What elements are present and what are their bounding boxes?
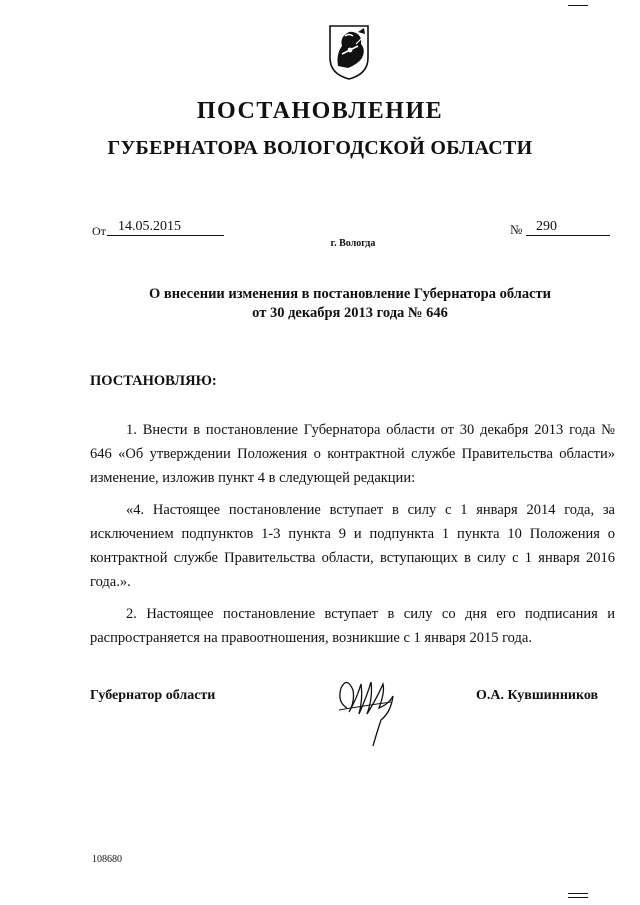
city-label: г. Вологда [330, 238, 376, 249]
document-code: 108680 [92, 854, 122, 865]
vologda-coat-of-arms-icon [328, 24, 370, 80]
document-subtitle: ГУБЕРНАТОРА ВОЛОГОДСКОЙ ОБЛАСТИ [107, 137, 533, 159]
document-date: 14.05.2015 [107, 218, 224, 236]
scan-mark-top [568, 5, 588, 6]
paragraph-2: 2. Настоящее постановление вступает в силу со дня его подписания и распространяется на правоотношения, возникшие с 1 января 2015 года. [90, 606, 615, 646]
resolve-heading: ПОСТАНОВЛЯЮ: [90, 373, 217, 389]
paragraph-1: 1. Внести в постановление Губернатора области от 30 декабря 2013 года № 646 «Об утверждении Положения о контрактной службе Правительства области» изменение, изложив пункт 4 в следующей редакции: [90, 422, 615, 486]
date-label: От [92, 224, 106, 238]
paragraph-quote: «4. Настоящее постановление вступает в силу с 1 января 2014 года, за исключением подпунктов 1-3 пункта 9 и подпункта 1 пункта 10 Положения о контрактной службе Правительства области, вступающих в силу с 1 января 2016 года.». [90, 502, 615, 590]
scan-mark-bottom-1 [568, 893, 588, 894]
scan-mark-bottom-2 [568, 897, 588, 898]
handwritten-signature-icon [333, 668, 403, 748]
document-title: ПОСТАНОВЛЕНИЕ [196, 98, 444, 124]
subject-line-2: от 30 декабря 2013 года № 646 [252, 305, 448, 321]
subject-line-1: О внесении изменения в постановление Губернатора области [148, 286, 552, 302]
document-number: 290 [526, 218, 610, 236]
signatory-name: О.А. Кувшинников [476, 688, 599, 703]
document-subject [60, 285, 640, 323]
signatory-position: Губернатор области [90, 688, 216, 703]
number-label: № [510, 222, 523, 237]
